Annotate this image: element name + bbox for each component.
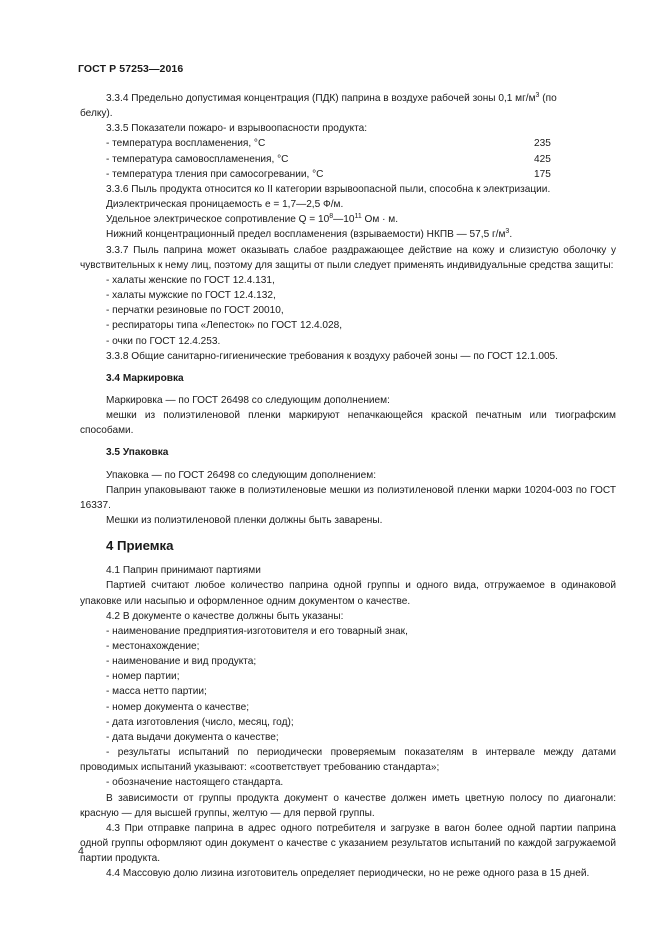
list-item: - халаты мужские по ГОСТ 12.4.132,	[106, 290, 276, 302]
clause-4-3: 4.3 При отправке паприна в адрес одного потребителя и загрузке в вагон более одной партии паприна одной группы оформляют один документ о качестве с указанием результатов испытаний по каждой загружаемой партии продукта.	[80, 822, 616, 865]
packaging-line: Упаковка — по ГОСТ 26498 со следующим дополнением:	[106, 469, 377, 481]
clause-3-3-7: 3.3.7 Пыль паприна может оказывать слабое раздражающее действие на кожу и слизистую оболочку у чувствительных к нему лиц, поэтому для защиты от пыли следует применять индивидуальные средства защиты:	[80, 244, 616, 271]
dielectric-line: Диэлектрическая проницаемость e = 1,7—2,5 Ф/м.	[106, 199, 344, 211]
packaging-seal: Мешки из полиэтиленовой пленки должны быть заварены.	[106, 515, 383, 527]
lower-limit-text: Нижний концентрационный предел воспламенения (взрываемости) НКПВ — 57,5 г/м	[106, 229, 506, 241]
test-results-item: - результаты испытаний по периодически проверяемым показателям в интервале между датами проводимых испытаний указывают: «соответствует требованию стандарта»;	[80, 747, 616, 774]
superscript: 11	[354, 213, 362, 221]
clause-3-3-4-text: 3.3.4 Предельно допустимая концентрация (ПДК) паприна в воздухе рабочей зоны 0,1 мг/м	[106, 93, 536, 104]
lower-limit-line	[80, 227, 616, 242]
list-item: - масса нетто партии;	[106, 686, 207, 698]
document-header: ГОСТ Р 57253—2016	[78, 63, 184, 75]
clause-3-3-4	[80, 91, 616, 121]
clause-3-3-4-cont: белку).	[80, 108, 113, 120]
row-label: - температура самовоспламенения, °C	[106, 153, 289, 165]
list-item: - дата выдачи документа о качестве;	[106, 731, 279, 743]
color-stripe-note: В зависимости от группы продукта документ о качестве должен иметь цветную полосу по диагонали: красную — для высшей группы, желтую — для первой группы.	[80, 792, 616, 819]
list-item: - очки по ГОСТ 12.4.253.	[106, 335, 221, 347]
heading-3-4: 3.4 Маркировка	[106, 372, 184, 384]
packaging-detail: Паприн упаковывают также в полиэтиленовые мешки из полиэтиленовой пленки марки 10204-003 по ГОСТ 16337.	[80, 484, 616, 511]
resistance-text: Удельное электрическое сопротивление Q = 10	[106, 214, 330, 226]
list-item: - перчатки резиновые по ГОСТ 20010,	[106, 305, 284, 317]
lower-limit-end: .	[509, 229, 513, 241]
row-value: 425	[534, 153, 551, 165]
superscript: 3	[505, 228, 510, 236]
ppe-list	[80, 273, 616, 349]
superscript: 3	[535, 92, 540, 99]
row-value: 175	[534, 168, 551, 180]
table-row	[80, 167, 616, 182]
marking-line: Маркировка — по ГОСТ 26498 со следующим дополнением:	[106, 394, 390, 406]
list-item: - номер документа о качестве;	[106, 701, 250, 713]
superscript: 8	[329, 213, 334, 221]
clause-4-1: 4.1 Паприн принимают партиями	[106, 565, 261, 577]
resistance-line	[80, 212, 616, 227]
clause-4-4: 4.4 Массовую долю лизина изготовитель определяет периодически, но не реже одного раза в 15 дней.	[106, 868, 590, 880]
list-item: - номер партии;	[106, 671, 180, 683]
list-item: - дата изготовления (число, месяц, год);	[106, 716, 294, 728]
table-row	[80, 136, 616, 151]
marking-detail: мешки из полиэтиленовой пленки маркируют непачкающейся краской печатным или тиографским способами.	[80, 410, 616, 437]
list-item: - наименование и вид продукта;	[106, 656, 257, 668]
row-label: - температура воспламенения, °C	[106, 138, 266, 150]
page-number: 4	[78, 845, 84, 857]
clause-3-3-6: 3.3.6 Пыль продукта относится ко II категории взрывоопасной пыли, способна к электризации.	[106, 183, 551, 195]
list-item: - халаты женские по ГОСТ 12.4.131,	[106, 274, 275, 286]
heading-4: 4 Приемка	[106, 538, 174, 554]
clause-3-3-5: 3.3.5 Показатели пожаро- и взрывоопасности продукта:	[106, 123, 368, 135]
list-item: - местонахождение;	[106, 641, 200, 652]
clause-4-2: 4.2 В документе о качестве должны быть указаны:	[106, 610, 344, 622]
resistance-text: —10	[333, 214, 355, 226]
list-item: - обозначение настоящего стандарта.	[106, 777, 284, 789]
heading-3-5: 3.5 Упаковка	[106, 447, 169, 459]
resistance-unit: Ом · м.	[361, 214, 399, 226]
row-value: 235	[534, 138, 551, 150]
document-items-list	[80, 624, 616, 745]
list-item: - респираторы типа «Лепесток» по ГОСТ 12.4.028,	[106, 320, 343, 332]
clause-3-3-8: 3.3.8 Общие санитарно-гигиенические требования к воздуху рабочей зоны — по ГОСТ 12.1.005.	[106, 350, 558, 362]
table-row	[80, 152, 616, 167]
clause-4-1-detail: Партией считают любое количество паприна одной группы и одного вида, отгружаемое в одинаковой упаковке или насыпью и оформленное одним документом о качестве.	[80, 580, 616, 607]
row-label: - температура тления при самосогревании, °C	[106, 168, 324, 180]
clause-3-3-4-end: (по	[539, 93, 557, 104]
list-item: - наименование предприятия-изготовителя и его товарный знак,	[106, 625, 408, 637]
document-body	[80, 91, 616, 882]
